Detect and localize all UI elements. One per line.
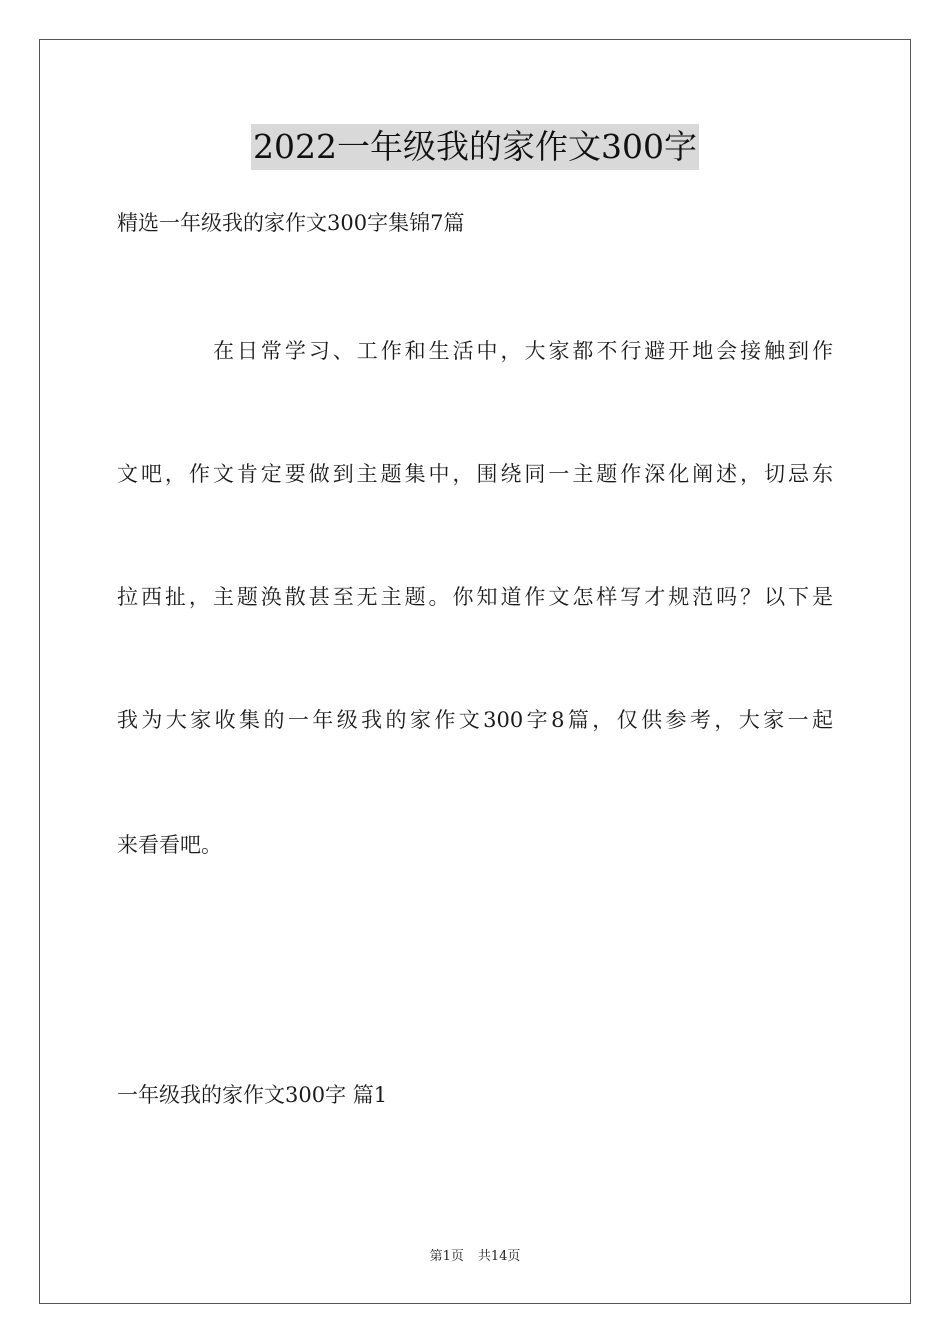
page-number-current: 第1页 <box>429 1249 464 1264</box>
intro-line-2: 文吧，作文肯定要做到主题集中，围绕同一主题作深化阐述，切忌东 <box>117 462 833 486</box>
page-number-total: 共14页 <box>477 1249 521 1264</box>
document-subtitle: 精选一年级我的家作文300字集锦7篇 <box>117 211 465 235</box>
intro-line-5: 来看看吧。 <box>117 833 222 857</box>
intro-line-4: 我为大家收集的一年级我的家作文300字8篇，仅供参考，大家一起 <box>117 708 833 732</box>
document-title: 2022一年级我的家作文300字 <box>251 124 699 170</box>
title-container <box>0 124 950 170</box>
intro-line-3: 拉西扯，主题涣散甚至无主题。你知道作文怎样写才规范吗？以下是 <box>117 585 833 609</box>
page-footer <box>0 1248 950 1266</box>
section-heading: 一年级我的家作文300字 篇1 <box>117 1083 388 1107</box>
intro-line-1: 在日常学习、工作和生活中，大家都不行避开地会接触到作 <box>213 339 833 363</box>
